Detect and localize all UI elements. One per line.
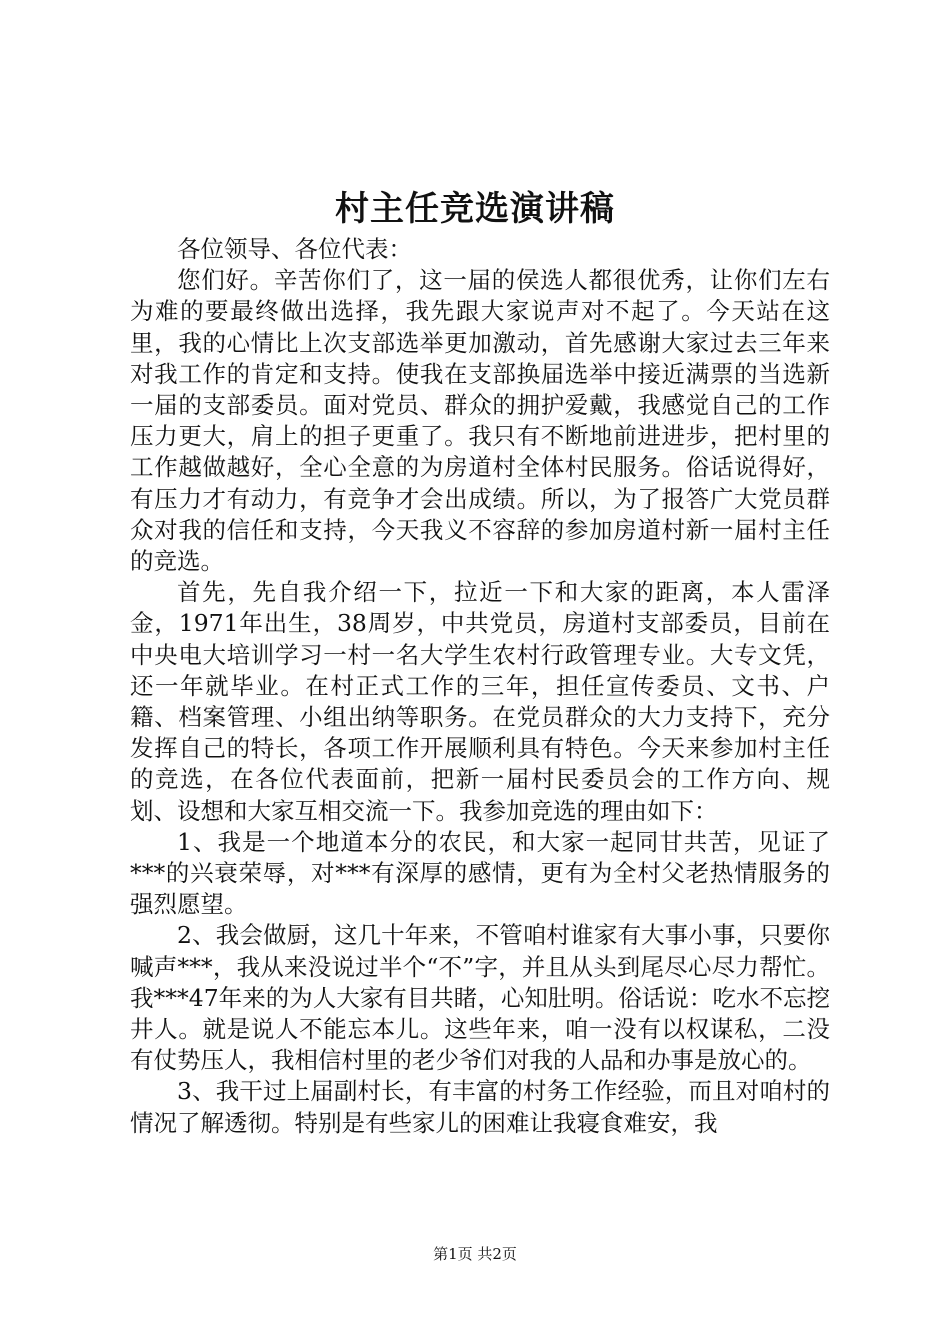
greeting-paragraph: 您们好。辛苦你们了，这一届的侯选人都很优秀，让你们左右为难的要最终做出选择，我先跟大家说声对不起了。今天站在这里，我的心情比上次支部选举更加激动，首先感谢大家过去三年来对我工作的肯定和支持。使我在支部换届选举中接近满票的当选新一届的支部委员。面对党员、群众的拥护爱戴，我感觉自己的工作压力更大，肩上的担子更重了。我只有不断地前进进步，把村里的工作越做越好，全心全意的为房道村全体村民服务。俗话说得好，有压力才有动力，有竞争才会出成绩。所以，为了报答广大党员群众对我的信任和支持，今天我义不容辞的参加房道村新一届村主任的竞选。 [130,266,830,576]
reason-paragraph-2: 2、我会做厨，这几十年来，不管咱村谁家有大事小事，只要你喊声***，我从来没说过半个“不”字，并且从头到尾尽心尽力帮忙。我***47年来的为人大家有目共睹，心知肚明。俗话说：吃水不忘挖井人。就是说人不能忘本儿。这些年来，咱一没有以权谋私，二没有仗势压人，我相信村里的老少爷们对我的人品和办事是放心的。 [130,921,830,1075]
document-body [130,234,830,1139]
reason-paragraph-3: 3、我干过上届副村长，有丰富的村务工作经验，而且对咱村的情况了解透彻。特别是有些家儿的困难让我寝食难安，我 [130,1077,830,1137]
introduction-paragraph: 首先，先自我介绍一下，拉近一下和大家的距离，本人雷泽金，1971年出生，38周岁，中共党员，房道村支部委员，目前在中央电大培训学习一村一名大学生农村行政管理专业。大专文凭，还一年就毕业。在村正式工作的三年，担任宣传委员、文书、户籍、档案管理、小组出纳等职务。在党员群众的大力支持下，充分发挥自己的特长，各项工作开展顺利具有特色。今天来参加村主任的竞选，在各位代表面前，把新一届村民委员会的工作方向、规划、设想和大家互相交流一下。我参加竞选的理由如下： [130,578,830,825]
page-number-footer: 第1页 共2页 [433,1245,517,1263]
document-title: 村主任竞选演讲稿 [335,189,615,229]
reason-paragraph-1: 1、我是一个地道本分的农民，和大家一起同甘共苦，见证了***的兴衰荣辱，对***有深厚的感情，更有为全村父老热情服务的强烈愿望。 [130,827,830,919]
salutation-paragraph: 各位领导、各位代表： [177,235,412,263]
